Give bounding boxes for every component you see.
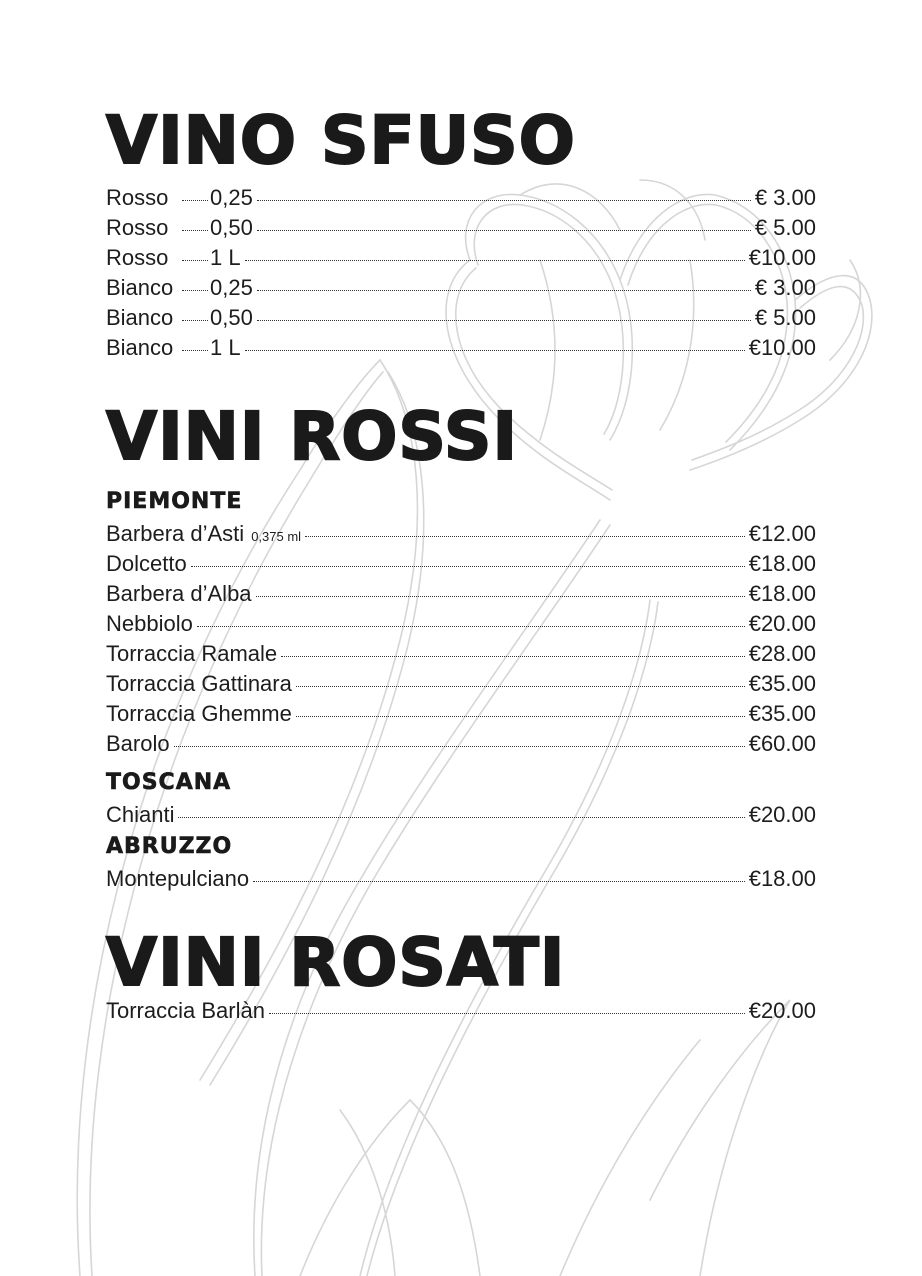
wine-price: € 3.00 [754, 185, 816, 210]
wine-price: €20.00 [748, 998, 816, 1023]
menu-item [106, 996, 816, 1026]
wine-price: €18.00 [748, 866, 816, 891]
wine-price: € 3.00 [754, 275, 816, 300]
wine-price: €28.00 [748, 641, 816, 666]
dot-leader [182, 260, 208, 261]
menu-item [106, 699, 816, 729]
dot-leader [257, 230, 751, 231]
menu-item [106, 609, 816, 639]
wine-volume-note: 0,375 ml [251, 529, 302, 544]
wine-name: Rosso [106, 245, 169, 270]
wine-name: Torraccia Gattinara [106, 671, 292, 696]
menu-item [106, 273, 816, 303]
wine-price: €20.00 [748, 611, 816, 636]
dot-leader [182, 320, 208, 321]
wine-name: Barolo [106, 731, 170, 756]
dot-leader [182, 290, 208, 291]
wine-size: 0,25 [210, 275, 253, 300]
dot-leader [256, 596, 745, 597]
dot-leader [245, 260, 745, 261]
wine-size: 1 L [210, 245, 241, 270]
menu-item [106, 549, 816, 579]
region-heading: ABRUZZO [106, 834, 233, 859]
dot-leader [296, 686, 745, 687]
dot-leader [182, 200, 208, 201]
menu-item [106, 303, 816, 333]
dot-leader [305, 536, 745, 537]
dot-leader [245, 350, 745, 351]
menu-item [106, 864, 816, 894]
menu-item [106, 800, 816, 830]
wine-price: € 5.00 [754, 305, 816, 330]
region-heading: TOSCANA [106, 770, 232, 795]
wine-name: Bianco [106, 335, 174, 360]
dot-leader [178, 817, 744, 818]
wine-name: Montepulciano [106, 866, 250, 891]
menu-item [106, 639, 816, 669]
dot-leader [182, 350, 208, 351]
wine-price: €18.00 [748, 581, 816, 606]
wine-name: Barbera d’Alba [106, 581, 252, 606]
dot-leader [182, 230, 208, 231]
dot-leader [174, 746, 745, 747]
dot-leader [191, 566, 745, 567]
wine-price: €10.00 [748, 245, 816, 270]
dot-leader [253, 881, 745, 882]
wine-price: €60.00 [748, 731, 816, 756]
wine-name: Barbera d’Asti [106, 521, 245, 546]
dot-leader [257, 290, 751, 291]
wine-size: 1 L [210, 335, 241, 360]
menu-item [106, 333, 816, 363]
menu-item [106, 243, 816, 273]
dot-leader [257, 200, 751, 201]
wine-size: 0,50 [210, 305, 253, 330]
dot-leader [269, 1013, 745, 1014]
wine-price: €35.00 [748, 671, 816, 696]
wine-size: 0,25 [210, 185, 253, 210]
wine-price: €35.00 [748, 701, 816, 726]
wine-price: €20.00 [748, 802, 816, 827]
wine-name: Bianco [106, 305, 174, 330]
menu-item [106, 519, 816, 549]
wine-name: Rosso [106, 185, 169, 210]
wine-name: Torraccia Ghemme [106, 701, 292, 726]
dot-leader [281, 656, 745, 657]
wine-name: Dolcetto [106, 551, 187, 576]
dot-leader [296, 716, 745, 717]
dot-leader [257, 320, 751, 321]
section-title: VINI ROSATI [106, 924, 566, 1001]
wine-size: 0,50 [210, 215, 253, 240]
dot-leader [197, 626, 745, 627]
menu-item [106, 729, 816, 759]
menu-item [106, 213, 816, 243]
wine-name: Torraccia Ramale [106, 641, 278, 666]
menu-item [106, 183, 816, 213]
wine-name: Nebbiolo [106, 611, 193, 636]
region-heading: PIEMONTE [106, 489, 243, 514]
wine-price: €12.00 [748, 521, 816, 546]
section-title: VINI ROSSI [106, 398, 518, 475]
menu-item [106, 669, 816, 699]
section-title: VINO SFUSO [106, 102, 576, 179]
wine-name: Bianco [106, 275, 174, 300]
wine-name: Rosso [106, 215, 169, 240]
wine-name: Torraccia Barlàn [106, 998, 265, 1023]
wine-price: €18.00 [748, 551, 816, 576]
wine-name: Chianti [106, 802, 175, 827]
wine-price: € 5.00 [754, 215, 816, 240]
wine-price: €10.00 [748, 335, 816, 360]
menu-item [106, 579, 816, 609]
